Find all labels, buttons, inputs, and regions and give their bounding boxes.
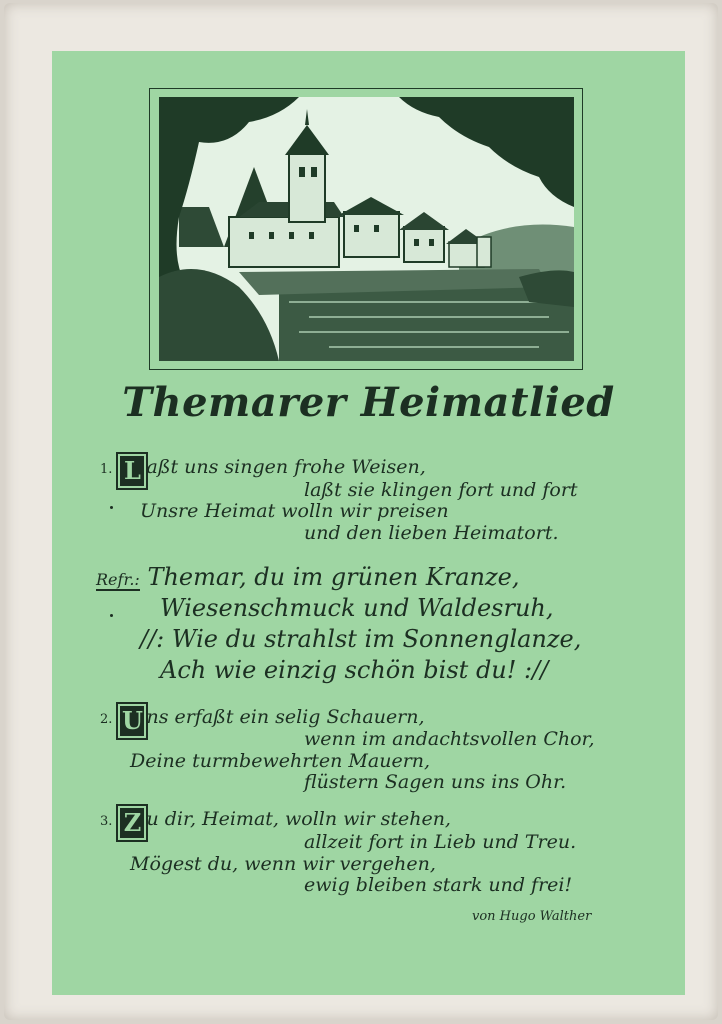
refrain-label: Refr.:: [96, 570, 140, 589]
verse-1-initial: L: [120, 456, 144, 486]
verse-2-line-1-text: ns erfaßt ein selig Schauern,: [146, 706, 425, 728]
verse-3-number: 3.: [100, 814, 113, 829]
green-panel: [52, 51, 685, 995]
verse-3-line-4: ewig bleiben stark und frei!: [304, 874, 573, 896]
verse-3-line-2: allzeit fort in Lieb und Treu.: [304, 831, 577, 853]
town-engraving-image: [159, 97, 574, 361]
refrain-line-1: [96, 563, 519, 591]
verse-3-initial: Z: [120, 808, 144, 838]
verse-2-line-4: flüstern Sagen uns ins Ohr.: [304, 771, 567, 793]
refrain-line-4: Ach wie einzig schön bist du! ://: [160, 656, 549, 684]
postcard: [4, 3, 718, 1020]
verse-3-line-1-text: u dir, Heimat, wolln wir stehen,: [146, 808, 451, 830]
verse-1-line-3: Unsre Heimat wolln wir preisen: [140, 500, 449, 522]
verse-1-line-4: und den lieben Heimatort.: [304, 522, 559, 544]
verse-1-line-1-text: aßt uns singen frohe Weisen,: [146, 456, 426, 478]
refrain-line-3: //: Wie du strahlst im Sonnenglanze,: [140, 625, 582, 653]
verse-2-initial: U: [121, 706, 143, 735]
margin-dot: [110, 614, 113, 617]
margin-dot: [110, 506, 113, 509]
verse-2-line-2: wenn im andachtsvollen Chor,: [304, 728, 595, 750]
refrain-line-1-text: Themar, du im grünen Kranze,: [147, 563, 520, 591]
song-title: Themarer Heimatlied: [122, 379, 615, 426]
verse-2-number: 2.: [100, 712, 113, 727]
author-signature: von Hugo Walther: [472, 909, 592, 924]
verse-1-line-2: laßt sie klingen fort und fort: [304, 479, 578, 501]
verse-1-number: 1.: [100, 462, 113, 477]
verse-3-line-3: Mögest du, wenn wir vergehen,: [130, 853, 436, 875]
verse-2-line-3: Deine turmbewehrten Mauern,: [130, 750, 431, 772]
refrain-line-2: Wiesenschmuck und Waldesruh,: [160, 594, 554, 622]
